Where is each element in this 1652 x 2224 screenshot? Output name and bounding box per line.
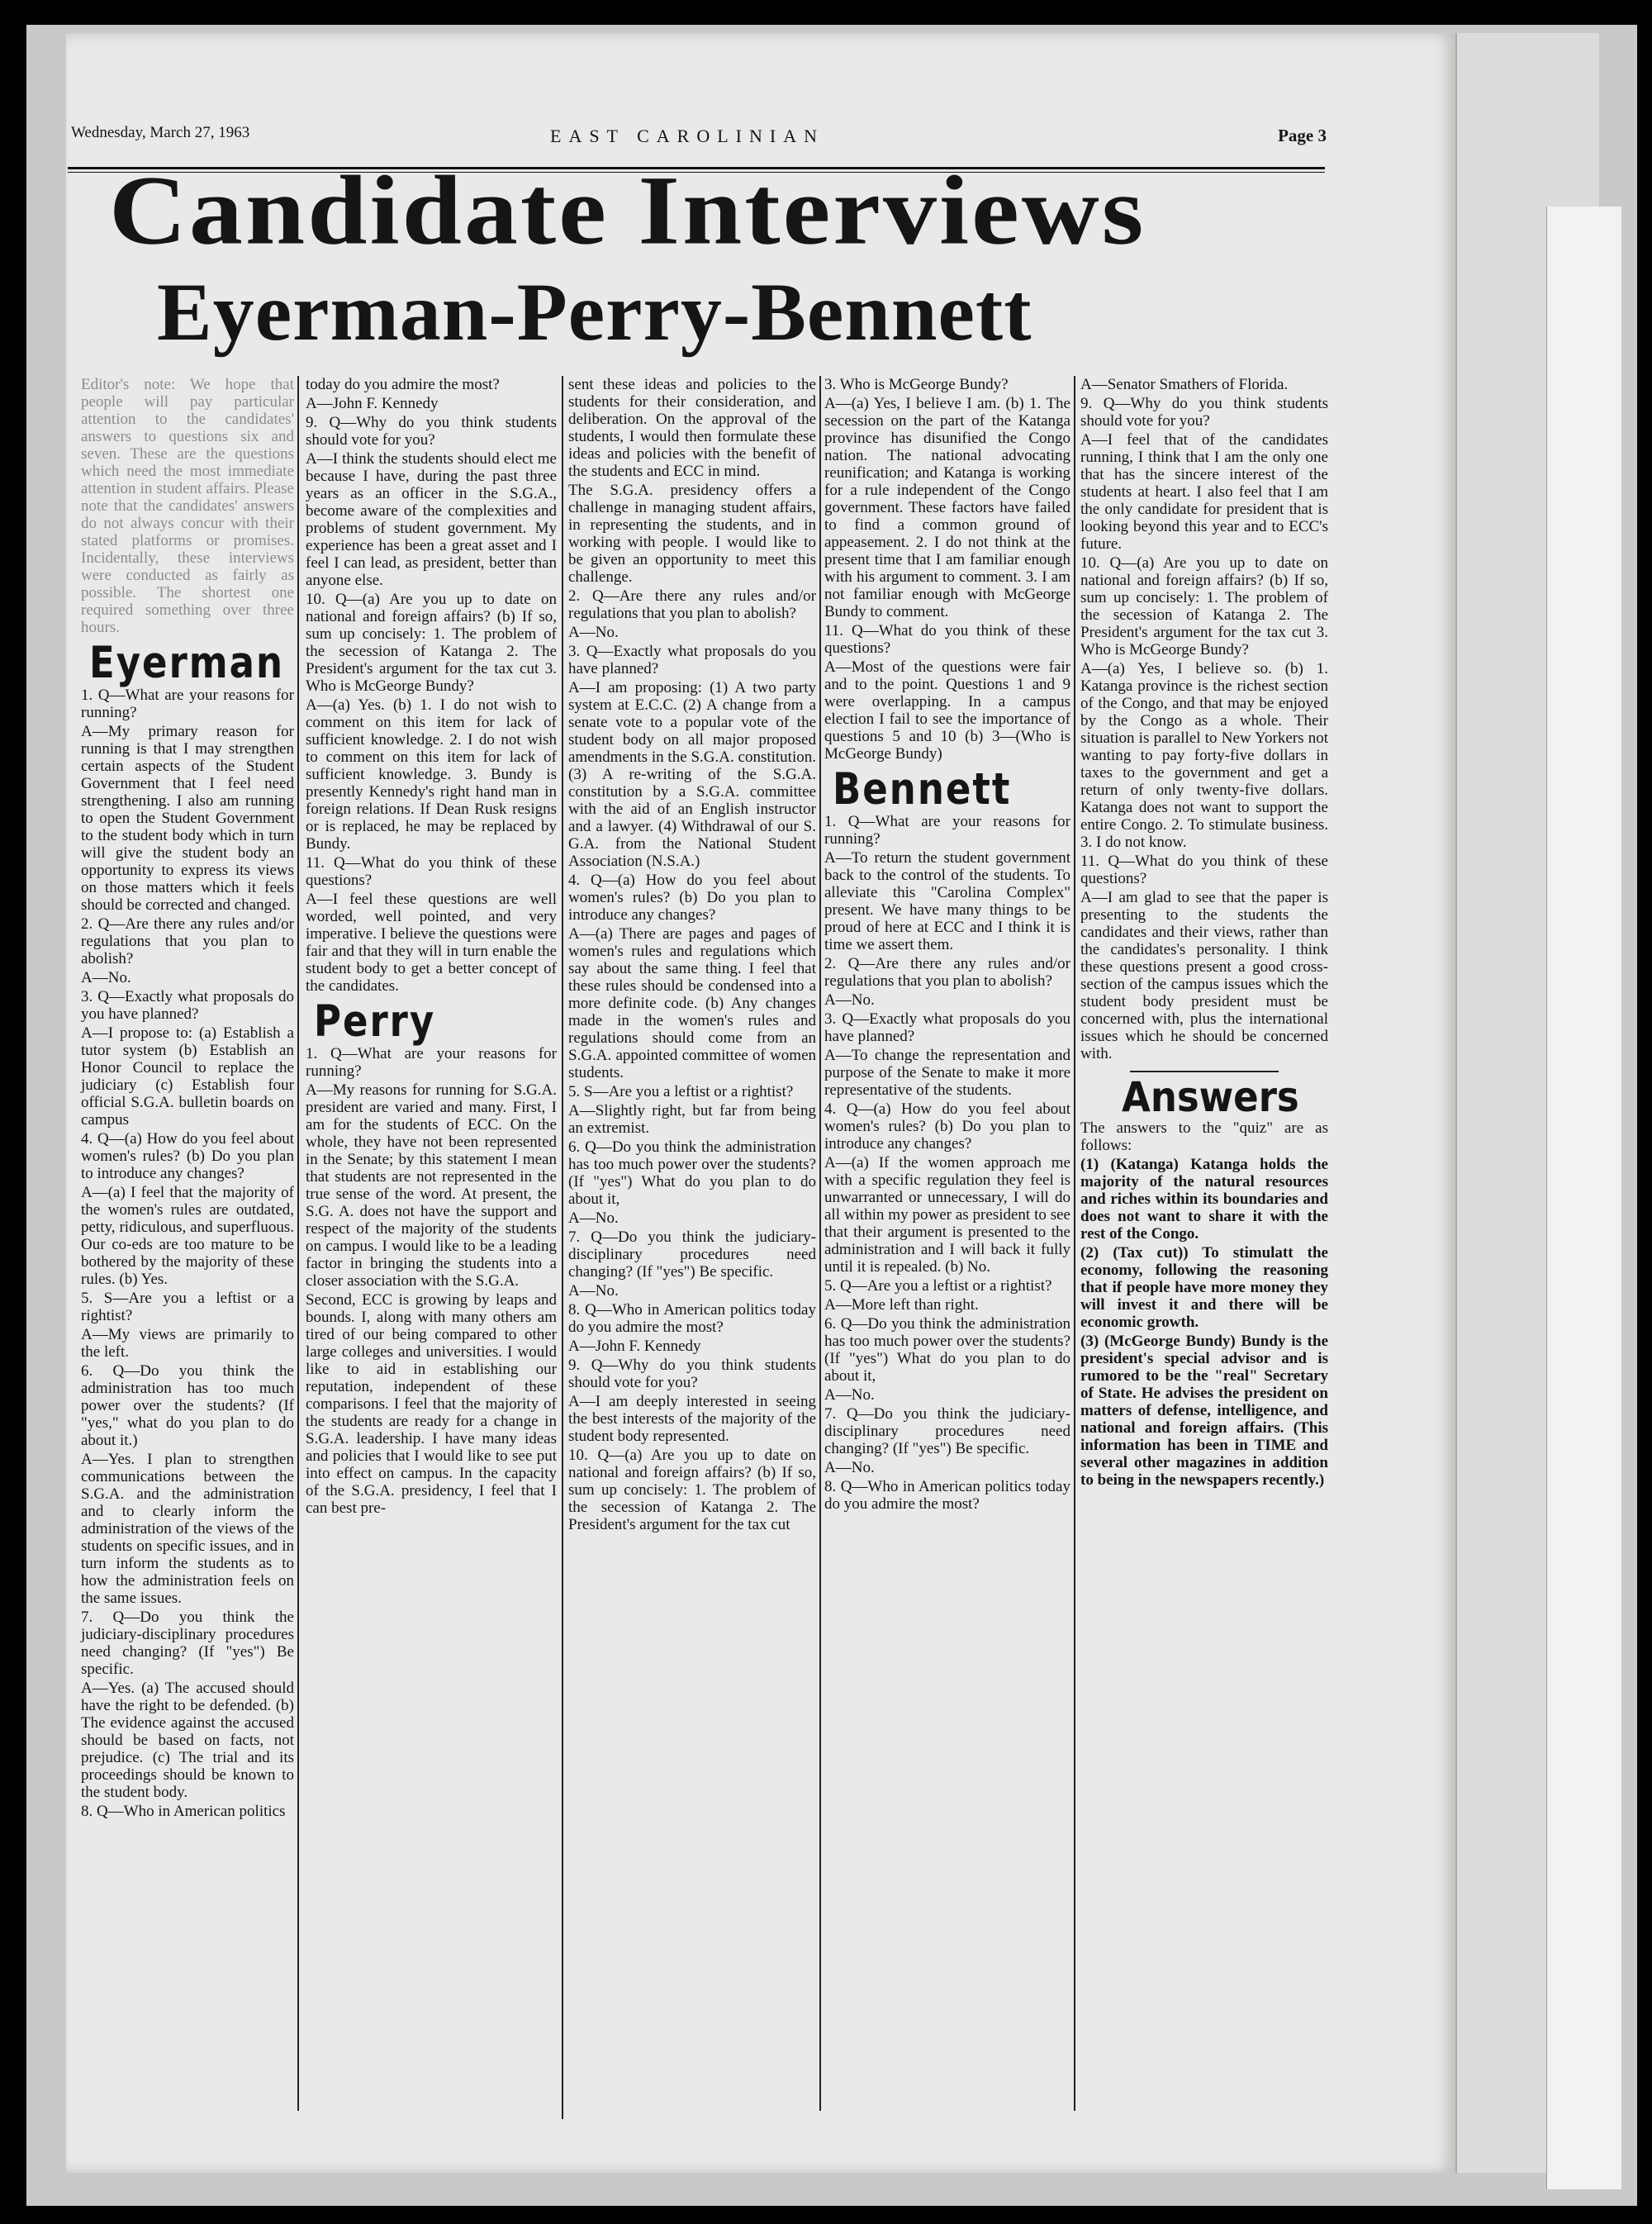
column-rule	[1074, 376, 1075, 2111]
section-divider	[1130, 1071, 1279, 1072]
article-paragraph: A—I propose to: (a) Establish a tutor system (b) Establish an Honor Council to replace the judiciary (c) Establish four official S.G.A. bulletin boards on campus	[81, 1024, 294, 1129]
article-paragraph: A—To return the student government back to the control of the students. To alleviate this "Carolina Complex" present. We have many things to be proud of here at ECC and I think it is time we assert them.	[824, 849, 1070, 953]
article-paragraph: 7. Q—Do you think the judiciary-disciplinary procedures need changing? (If "yes") Be specific.	[81, 1609, 294, 1678]
article-paragraph: A—I think the students should elect me because I have, during the past three years as an officer in the S.G.A., become aware of the complexities and problems of student government. My experience has been a great asset and I feel I can lead, as president, better than anyone else.	[306, 450, 557, 589]
article-paragraph: A—No.	[568, 1282, 619, 1300]
article-paragraph: Editor's note: We hope that people will pay particular attention to the candidates' answers to questions six and seven. These are the questions which need the most immediate attention in student affairs. Please note that the candidates' answers do not always concur with their stated platforms or promises. Incidentally, these interviews were conducted as fairly as possible. The shortest one required something over three hours.	[81, 376, 294, 636]
answers-heading: Answers	[1122, 1073, 1299, 1121]
article-paragraph: 8. Q—Who in American politics	[81, 1803, 286, 1820]
column-rule	[819, 376, 821, 2111]
newspaper-name: EAST CAROLINIAN	[550, 126, 824, 146]
article-paragraph: The S.G.A. presidency offers a challenge in managing student affairs, in representing the students, and in working with people. I would like to be given an opportunity to meet this challenge.	[568, 482, 816, 586]
candidate-heading: Eyerman	[89, 637, 285, 688]
article-paragraph: A—(a) Yes, I believe so. (b) 1. Katanga province is the richest section of the Congo, and that may be enjoyed by the Congo as a whole. Their situation is parallel to New Yorkers not wanting to pay forty-five dollars in taxes to the government and get a return of only twenty-five dollars. Katanga does not want to support the entire Congo. 2. To stimulate business. 3. I do not know.	[1080, 660, 1328, 851]
column-rule	[297, 376, 299, 2111]
article-paragraph: 2. Q—Are there any rules and/or regulations that you plan to abolish?	[568, 587, 816, 622]
article-paragraph: A—Yes. (a) The accused should have the right to be defended. (b) The evidence against the accused should be based on facts, not prejudice. (c) The trial and its proceedings should be known to the student body.	[81, 1680, 294, 1801]
column-1	[81, 376, 294, 1822]
article-paragraph: 8. Q—Who in American politics today do you admire the most?	[824, 1478, 1070, 1513]
article-paragraph: A—Senator Smathers of Florida.	[1080, 376, 1289, 393]
article-paragraph: 4. Q—(a) How do you feel about women's rules? (b) Do you plan to introduce any changes?	[568, 872, 816, 924]
article-paragraph: A—No.	[824, 1459, 875, 1476]
column-5	[1080, 376, 1328, 1490]
article-paragraph: A—I feel that of the candidates running, I think that I am the only one that has the sincere interest of the students at heart. I also feel that I am the only candidate for president that is looking beyond this year and to ECC's future.	[1080, 431, 1328, 553]
article-paragraph: 5. Q—Are you a leftist or a rightist?	[824, 1277, 1052, 1295]
article-paragraph: 3. Q—Exactly what proposals do you have planned?	[568, 643, 816, 677]
article-paragraph: 4. Q—(a) How do you feel about women's rules? (b) Do you plan to introduce any changes?	[81, 1130, 294, 1182]
article-paragraph: 5. S—Are you a leftist or a rightist?	[568, 1083, 794, 1100]
article-paragraph: 4. Q—(a) How do you feel about women's rules? (b) Do you plan to introduce any changes?	[824, 1100, 1070, 1152]
article-paragraph: A—Most of the questions were fair and to the point. Questions 1 and 9 were overlapping. In a campus election I fail to see the importance of questions 5 and 10 (b) 3—(Who is McGeorge Bundy)	[824, 658, 1070, 763]
subheadline: Eyerman-Perry-Bennett	[157, 266, 1032, 358]
article-paragraph: 11. Q—What do you think of these questions?	[1080, 853, 1328, 887]
article-paragraph: A—Yes. I plan to strengthen communications between the S.G.A. and the administration and to clearly inform the administration of the views of the students on specific issues, and in turn inform the students as to how the administration feels on the same issues.	[81, 1451, 294, 1607]
article-paragraph: 7. Q—Do you think the judiciary-disciplinary procedures need changing? (If "yes") Be specific.	[568, 1228, 816, 1281]
article-paragraph: A—I feel these questions are well worded, well pointed, and very imperative. I believe the questions were fair and that they will in turn enable the student body to get a better concept of the candidates.	[306, 891, 557, 995]
article-paragraph: sent these ideas and policies to the students for their consideration, and deliberation. On the approval of the students, I would then formulate these ideas and policies with the benefit of the students and ECC in mind.	[568, 376, 816, 480]
article-paragraph: A—(a) Yes. (b) 1. I do not wish to comment on this item for lack of sufficient knowledge. 2. I do not wish to comment on this item for lack of sufficient knowledge. 3. Bundy is presently Kennedy's right hand man in foreign relations. If Dean Rusk resigns or is replaced, he may be replaced by Bundy.	[306, 696, 557, 853]
candidate-heading: Perry	[314, 996, 436, 1047]
article-paragraph: A—My primary reason for running is that I may strengthen certain aspects of the Student Government that I feel need strengthening. I also am running to open the Student Government to the student body which in turn will give the student body an opportunity to express its views on those matters which it feels should be corrected and changed.	[81, 723, 294, 914]
article-paragraph: A—My reasons for running for S.G.A. president are varied and many. First, I am for the students of ECC. On the whole, they have not been represented in the Senate; by this statement I mean that students are not represented in the true sense of the word. At present, the S.G. A. does not have the support and respect of the majority of the students on campus. I would like to be a leading factor in bringing the students into a closer association with the S.G.A.	[306, 1081, 557, 1290]
article-paragraph: (2) (Tax cut)) To stimulatt the economy, following the reasoning that if people have more money they will invest it and there will be economic growth.	[1080, 1244, 1328, 1331]
article-paragraph: A—No.	[81, 969, 131, 986]
article-paragraph: 2. Q—Are there any rules and/or regulations that you plan to abolish?	[81, 915, 294, 967]
article-paragraph: A—I am deeply interested in seeing the best interests of the majority of the student body represented.	[568, 1393, 816, 1445]
article-paragraph: 6. Q—Do you think the administration has too much power over the students? (If "yes") What do you plan to do about it,	[824, 1315, 1070, 1385]
article-paragraph: 1. Q—What are your reasons for running?	[824, 813, 1070, 848]
candidate-heading: Bennett	[833, 763, 1012, 815]
article-paragraph: Second, ECC is growing by leaps and bounds. I, along with many others am tired of our being compared to other large colleges and universities. I would like to aid in establishing our reputation, independent of these comparisons. I feel that the majority of the students are ready for a change in S.G.A. leadership. I have many ideas and policies that I would like to see put into effect on campus. In the capacity of the S.G.A. presidency, I feel that I can best pre-	[306, 1291, 557, 1517]
article-paragraph: today do you admire the most?	[306, 376, 500, 393]
article-paragraph: 11. Q—What do you think of these questions?	[306, 854, 557, 889]
column-rule	[562, 376, 563, 2119]
article-paragraph: 10. Q—(a) Are you up to date on national and foreign affairs? (b) If so, sum up concisely: 1. The problem of the secession of Katanga 2. The President's argument for the tax cut	[568, 1447, 816, 1533]
page-number: Page 3	[1278, 126, 1327, 145]
article-paragraph: 7. Q—Do you think the judiciary-disciplinary procedures need changing? (If "yes") Be specific.	[824, 1405, 1070, 1457]
article-paragraph: 10. Q—(a) Are you up to date on national and foreign affairs? (b) If so, sum up concisely: 1. The problem of the secession of Katanga 2. The President's argument for the tax cut 3. Who is McGeorge Bundy?	[1080, 554, 1328, 658]
article-paragraph: A—To change the representation and purpose of the Senate to make it more representative of the students.	[824, 1047, 1070, 1099]
article-paragraph: 5. S—Are you a leftist or a rightist?	[81, 1290, 294, 1324]
article-paragraph: 9. Q—Why do you think students should vote for you?	[1080, 395, 1328, 430]
article-paragraph: 1. Q—What are your reasons for running?	[81, 687, 294, 721]
article-paragraph: 6. Q—Do you think the administration has too much power over the students? (If "yes," what do you plan to do about it.)	[81, 1362, 294, 1449]
article-paragraph: A—(a) Yes, I believe I am. (b) 1. The secession on the part of the Katanga province has disunified the Congo nation. The national advocating reunification; and Katanga is working for a rule independent of the Congo government. These factors have failed to find a common ground of appeasement. 2. I do not think at the present time that I am familiar enough with his argument to comment. 3. I am not familiar enough with McGeorge Bundy to comment.	[824, 395, 1070, 620]
article-paragraph: A—No.	[568, 624, 619, 641]
article-paragraph: 1. Q—What are your reasons for running?	[306, 1045, 557, 1080]
article-paragraph: The answers to the "quiz" are as follows:	[1080, 1119, 1328, 1154]
article-paragraph: A—(a) There are pages and pages of women's rules and regulations which say about the same thing. I feel that these rules should be condensed into a more definite code. (b) Any changes made in the women's rules and regulations should come from an S.G.A. appointed committee of women students.	[568, 925, 816, 1081]
article-paragraph: 10. Q—(a) Are you up to date on national and foreign affairs? (b) If so, sum up concisely: 1. The problem of the secession of Katanga 2. The President's argument for the tax cut 3. Who is McGeorge Bundy?	[306, 591, 557, 695]
article-paragraph: A—No.	[824, 1386, 875, 1404]
article-paragraph: A—I am glad to see that the paper is presenting to the students the candidates and their views, rather than the candidates's personality. I think these questions present a good cross-section of the campus issues which the student body president must be concerned with, plus the international issues which he should be concerned with.	[1080, 889, 1328, 1062]
article-paragraph: 8. Q—Who in American politics today do you admire the most?	[568, 1301, 816, 1336]
article-paragraph: 11. Q—What do you think of these questions?	[824, 622, 1070, 657]
column-3	[568, 376, 816, 1535]
article-paragraph: 3. Q—Exactly what proposals do you have planned?	[81, 988, 294, 1023]
article-paragraph: A—More left than right.	[824, 1296, 979, 1314]
article-paragraph: A—John F. Kennedy	[306, 395, 439, 412]
article-paragraph: A—No.	[824, 991, 875, 1009]
article-paragraph: 6. Q—Do you think the administration has too much power over the students? (If "yes") What do you plan to do about it,	[568, 1138, 816, 1208]
headline: Candidate Interviews	[109, 155, 1146, 266]
article-paragraph: A—John F. Kennedy	[568, 1338, 701, 1355]
column-2	[306, 376, 557, 1518]
article-paragraph: (3) (McGeorge Bundy) Bundy is the president's special advisor and is rumored to be the "real" Secretary of State. He advises the president on matters of defense, intelligence, and national and foreign affairs. (This information has been in TIME and several other magazines in addition to being in the newspapers recently.)	[1080, 1333, 1328, 1489]
article-paragraph: 2. Q—Are there any rules and/or regulations that you plan to abolish?	[824, 955, 1070, 990]
article-paragraph: 3. Who is McGeorge Bundy?	[824, 376, 1009, 393]
article-paragraph: A—(a) If the women approach me with a specific regulation they feel is unwarranted or unnecessary, I will do all within my power as president to see that their argument is presented to the administration and I will back it fully until it is repealed. (b) No.	[824, 1154, 1070, 1276]
article-paragraph: A—(a) I feel that the majority of the women's rules are outdated, petty, ridiculous, and superfluous. Our co-eds are too mature to be bothered by the majority of these rules. (b) Yes.	[81, 1184, 294, 1288]
article-paragraph: 9. Q—Why do you think students should vote for you?	[568, 1357, 816, 1391]
article-paragraph: 3. Q—Exactly what proposals do you have planned?	[824, 1010, 1070, 1045]
article-paragraph: A—My views are primarily to the left.	[81, 1326, 294, 1361]
page-edge-stack	[1546, 207, 1621, 2189]
article-paragraph: 9. Q—Why do you think students should vote for you?	[306, 414, 557, 449]
article-paragraph: A—Slightly right, but far from being an extremist.	[568, 1102, 816, 1137]
article-paragraph: A—No.	[568, 1209, 619, 1227]
article-paragraph: (1) (Katanga) Katanga holds the majority of the natural resources and riches within its boundaries and does not want to share it with the rest of the Congo.	[1080, 1156, 1328, 1243]
issue-date: Wednesday, March 27, 1963	[71, 124, 250, 141]
article-paragraph: A—I am proposing: (1) A two party system at E.C.C. (2) A change from a senate vote to a popular vote of the student body on all major proposed amendments in the S.G.A. constitution. (3) A re-writing of the S.G.A. constitution by a S.G.A. committee with the aid of an English instructor and a lawyer. (4) Withdrawal of our S. G.A. from the National Student Association (N.S.A.)	[568, 679, 816, 870]
column-4	[824, 376, 1070, 1514]
